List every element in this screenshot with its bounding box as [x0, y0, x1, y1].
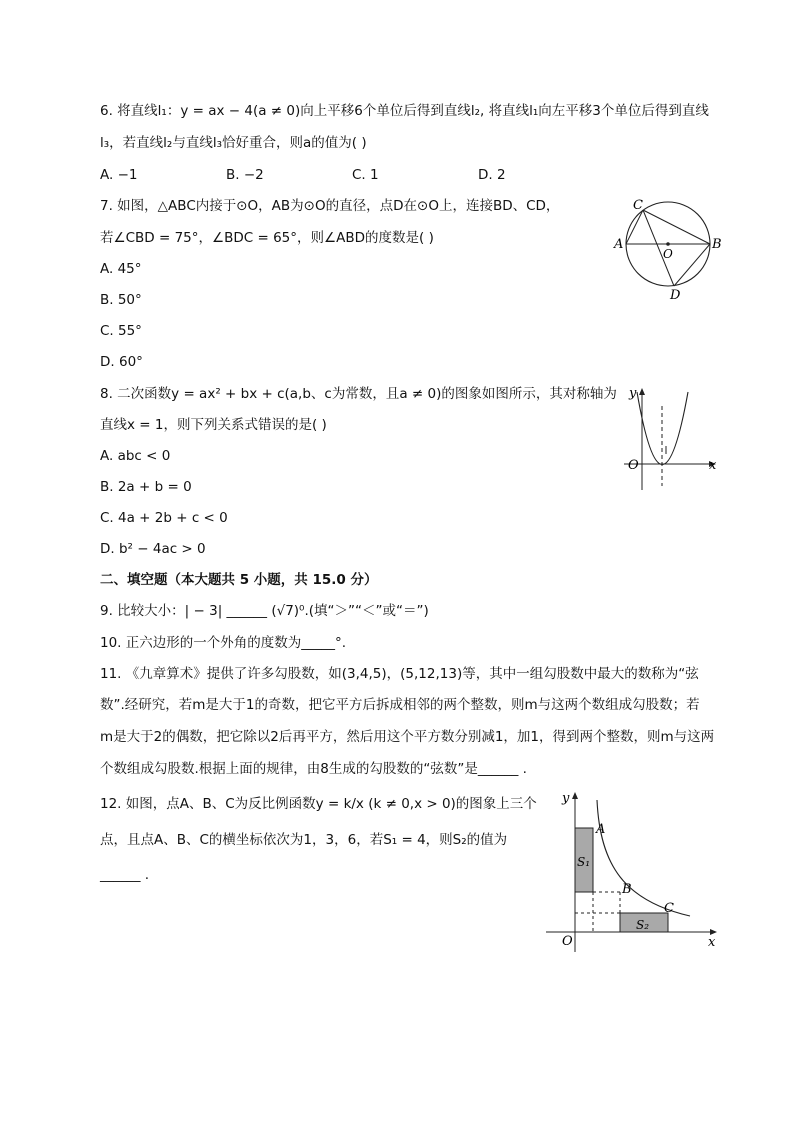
q12-line2: 点，且点A、B、C的横坐标依次为1，3，6，若S₁ = 4，则S₂的值为 — [100, 832, 508, 848]
q6-option-d: D. 2 — [478, 167, 506, 183]
q8-option-a: A. abc < 0 — [100, 448, 171, 464]
label-b: B — [622, 882, 632, 897]
q12-line3: ______ . — [100, 867, 150, 883]
section2-title: 二、填空题（本大题共 5 小题，共 15.0 分） — [100, 572, 378, 588]
q8-option-d: D. b² − 4ac > 0 — [100, 541, 206, 557]
q7-option-b: B. 50° — [100, 292, 142, 308]
q11-line1: 11. 《九章算术》提供了许多勾股数，如(3,4,5)，(5,12,13)等，其中一组勾股数中最大的数称为“弦 — [100, 666, 699, 682]
label-s2: S₂ — [636, 918, 650, 932]
segment-cb — [643, 210, 710, 244]
q11-line2: 数”.经研究，若m是大于1的奇数，把它平方后拆成相邻的两个整数，则m与这两个数组成勾股数；若 — [100, 697, 700, 713]
label-d: D — [670, 288, 681, 303]
label-c: C — [664, 901, 674, 916]
q6-option-c: C. 1 — [352, 167, 379, 183]
label-y: y — [629, 386, 637, 401]
q6-option-b: B. −2 — [226, 167, 264, 183]
hyperbola-curve — [597, 800, 690, 916]
q7-circle-figure — [608, 196, 728, 306]
q7-option-d: D. 60° — [100, 354, 143, 370]
label-b: B — [712, 237, 722, 252]
q8-line1: 8. 二次函数y = ax² + bx + c(a,b、c为常数，且a ≠ 0)的图象如图所示，其对称轴为 — [100, 386, 617, 402]
q6-line2: l₃，若直线l₂与直线l₃恰好重合，则a的值为( ) — [100, 135, 367, 151]
label-x: x — [708, 935, 716, 950]
label-o: O — [628, 458, 639, 473]
label-x: x — [709, 458, 717, 473]
label-o: O — [562, 934, 573, 949]
segment-ac — [626, 210, 643, 244]
q11-line3: m是大于2的偶数，把它除以2后再平方，然后用这个平方数分别减1，加1，得到两个整数，则m与这两 — [100, 729, 715, 745]
q8-parabola-figure — [620, 382, 730, 492]
label-a: A — [596, 822, 606, 837]
q7-line1: 7. 如图，△ABC内接于⊙O，AB为⊙O的直径，点D在⊙O上，连接BD、CD， — [100, 198, 560, 214]
q6-option-a: A. −1 — [100, 167, 138, 183]
label-c: C — [633, 198, 643, 213]
q8-option-b: B. 2a + b = 0 — [100, 479, 192, 495]
q6-line1: 6. 将直线l₁：y = ax − 4(a ≠ 0)向上平移6个单位后得到直线l₂, 将直线l₁向左平移3个单位后得到直线 — [100, 103, 709, 119]
label-s1: S₁ — [577, 855, 591, 869]
q9-text: 9. 比较大小：| − 3| ______ (√7)⁰.(填“＞”“＜”或“＝”) — [100, 603, 429, 619]
q11-line4: 个数组成勾股数.根据上面的规律，由8生成的勾股数的“弦数”是______ . — [100, 761, 527, 777]
q10-text: 10. 正六边形的一个外角的度数为_____°. — [100, 635, 347, 651]
q7-option-a: A. 45° — [100, 261, 142, 277]
label-o: O — [663, 247, 673, 261]
label-y: y — [562, 791, 570, 806]
q7-line2: 若∠CBD = 75°，∠BDC = 65°，则∠ABD的度数是( ) — [100, 230, 434, 246]
y-axis-arrow — [572, 792, 578, 799]
q7-option-c: C. 55° — [100, 323, 142, 339]
center-point — [666, 242, 670, 246]
q12-inverse-function-figure — [540, 786, 724, 956]
q12-line1: 12. 如图，点A、B、C为反比例函数y = k/x (k ≠ 0,x > 0)的图象上三个 — [100, 796, 537, 812]
y-axis-arrow — [639, 388, 645, 395]
label-a: A — [614, 237, 624, 252]
q8-line2: 直线x = 1，则下列关系式错误的是( ) — [100, 417, 327, 433]
q8-option-c: C. 4a + 2b + c < 0 — [100, 510, 228, 526]
